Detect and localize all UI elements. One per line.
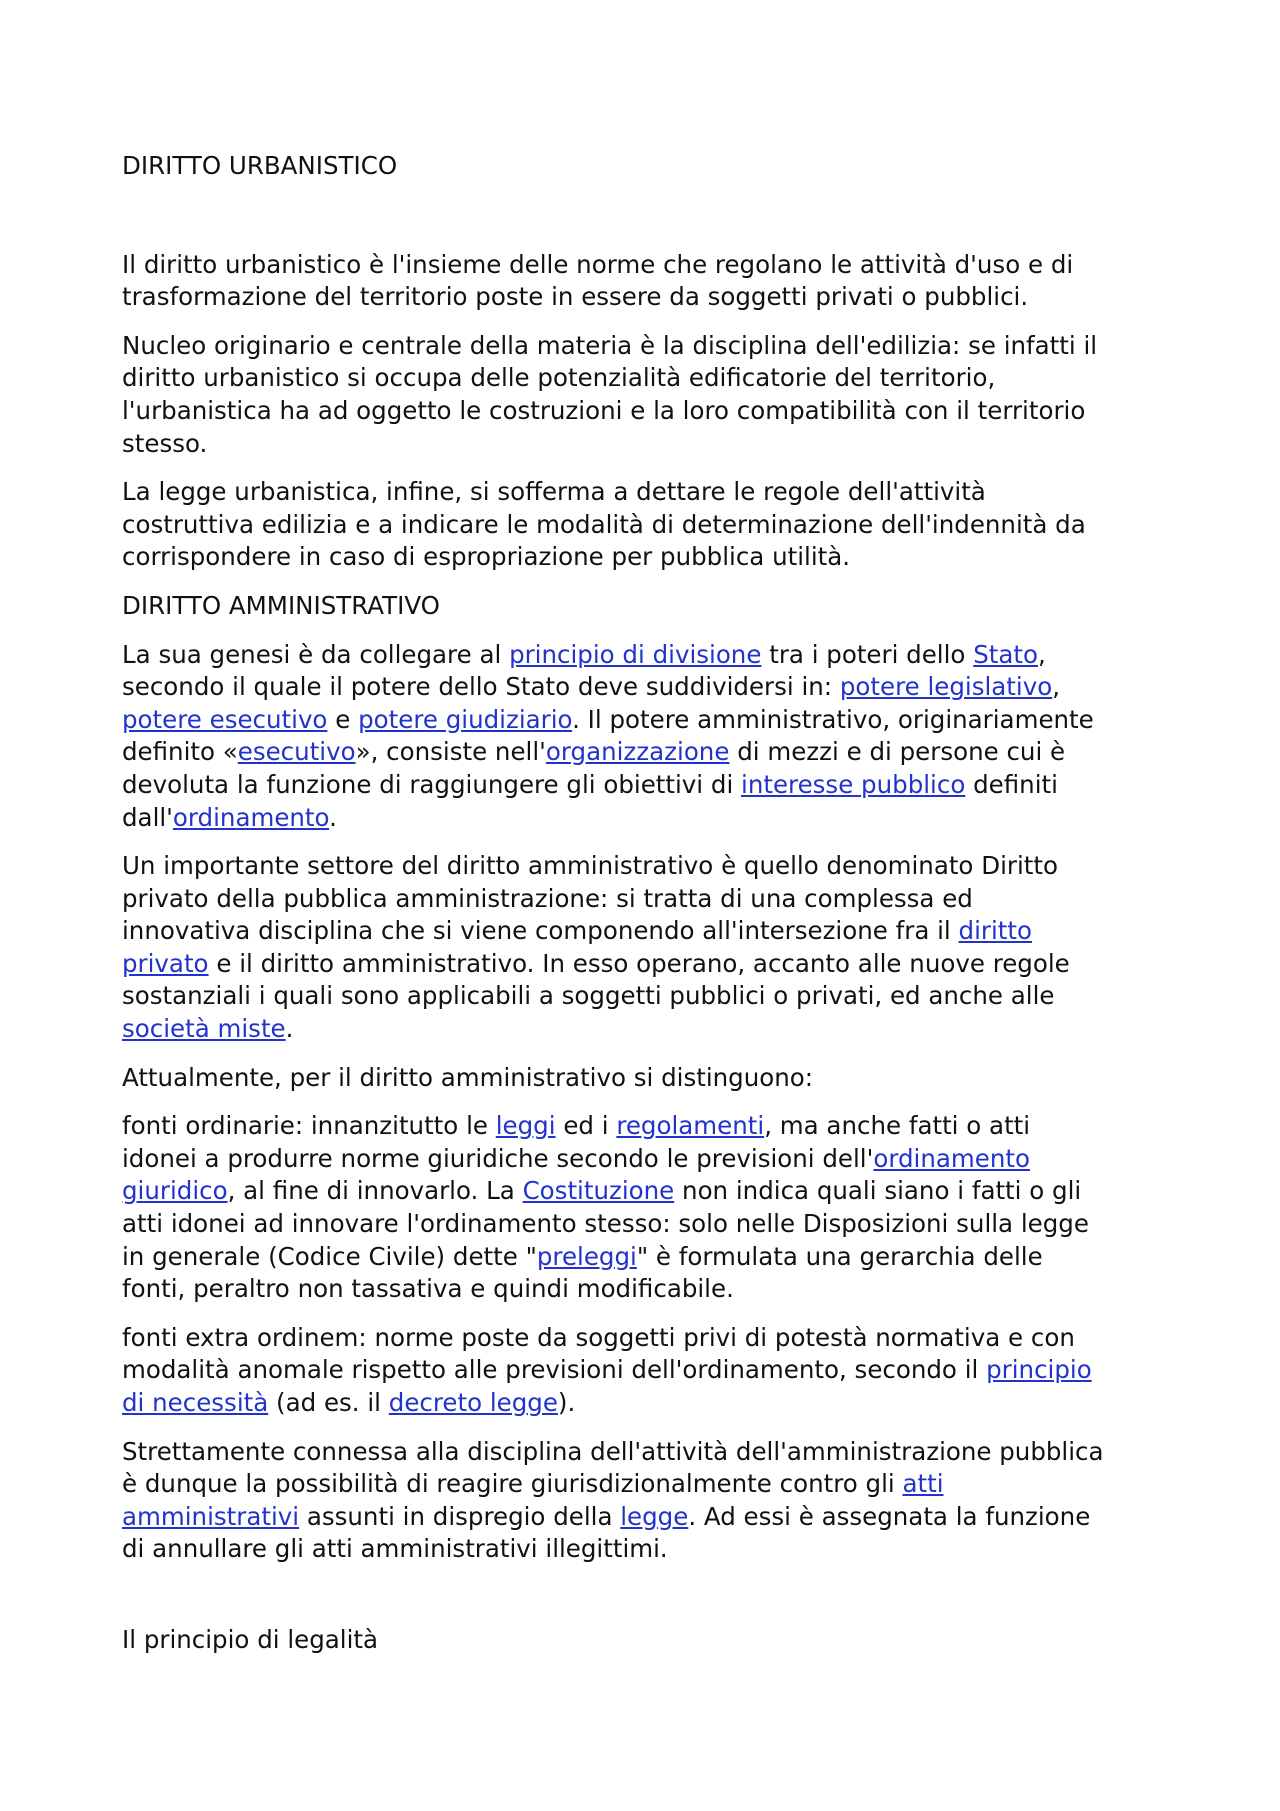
section-heading-urbanistico: DIRITTO URBANISTICO <box>122 151 398 180</box>
paragraph <box>122 476 1172 574</box>
paragraph <box>122 1110 1172 1306</box>
text-span: (ad es. il <box>268 1388 389 1417</box>
text-span: assunti in dispregio della <box>299 1501 621 1531</box>
link-principio-di-necessita[interactable]: principio <box>986 1355 1092 1385</box>
link-organizzazione[interactable]: organizzazione <box>545 737 730 767</box>
section-heading-legalita: Il principio di legalità <box>122 1624 379 1654</box>
text-line: fonti, peraltro non tassativa e quindi modificabile. <box>122 1274 734 1304</box>
text-line: trasformazione del territorio poste in essere da soggetti privati o pubblici. <box>122 282 1029 312</box>
text-line: di annullare gli atti amministrativi illegittimi. <box>122 1534 668 1564</box>
text-line <box>122 736 1172 769</box>
text-line <box>122 802 1172 835</box>
paragraph <box>122 639 1172 835</box>
text-span: non indica quali siano i fatti o gli <box>674 1176 1082 1206</box>
link-stato[interactable]: Stato <box>973 639 1038 669</box>
link-principio-di-necessita-cont[interactable]: di necessità <box>122 1388 269 1417</box>
text-line <box>122 671 1172 704</box>
link-esecutivo[interactable]: esecutivo <box>237 737 356 767</box>
link-interesse-pubblico[interactable]: interesse pubblico <box>741 769 966 799</box>
text-span: è dunque la possibilità di reagire giurisdizionalmente contro gli <box>122 1469 903 1499</box>
paragraph <box>122 1436 1172 1566</box>
link-atti-amministrativi[interactable]: atti <box>902 1469 944 1499</box>
link-potere-giudiziario[interactable]: potere giudiziario <box>358 704 573 734</box>
text-span: ). <box>557 1388 576 1417</box>
text-span: definito « <box>122 737 238 767</box>
link-diritto-privato[interactable]: diritto <box>958 916 1032 946</box>
text-span: , <box>1037 639 1046 669</box>
text-span: , <box>1052 672 1060 702</box>
text-span: . <box>285 1014 294 1044</box>
text-line: costruttiva edilizia e a indicare le modalità di determinazione dell'indennità da <box>122 509 1086 539</box>
text-line <box>122 1387 1172 1420</box>
paragraph <box>122 1322 1172 1420</box>
text-span: . <box>329 802 337 832</box>
text-span: , ma anche fatti o atti <box>764 1111 1031 1141</box>
link-regolamenti[interactable]: regolamenti <box>616 1111 765 1141</box>
text-line: Nucleo originario e centrale della materia è la disciplina dell'edilizia: se infatti il <box>122 330 1098 360</box>
text-span: dall' <box>122 802 173 832</box>
text-line: fonti extra ordinem: norme poste da soggetti privi di potestà normativa e con <box>122 1322 1075 1352</box>
text-line: l'urbanistica ha ad oggetto le costruzioni e la loro compatibilità con il territorio <box>122 395 1086 425</box>
text-line <box>122 639 1172 672</box>
text-line <box>122 1354 1172 1387</box>
paragraph <box>122 850 1172 1046</box>
text-line: Strettamente connessa alla disciplina dell'attività dell'amministrazione pubblica <box>122 1436 1104 1466</box>
text-span: . Ad essi è assegnata la funzione <box>688 1501 1091 1531</box>
text-line: diritto urbanistico si occupa delle potenzialità edificatorie del territorio, <box>122 363 996 393</box>
text-span: secondo il quale il potere dello Stato deve suddividersi in: <box>122 672 840 702</box>
text-span: », consiste nell' <box>355 737 546 767</box>
link-ordinamento[interactable]: ordinamento <box>172 802 330 832</box>
link-legge[interactable]: legge <box>620 1501 689 1531</box>
text-line <box>122 769 1172 802</box>
text-line <box>122 948 1172 981</box>
link-potere-legislativo[interactable]: potere legislativo <box>839 672 1053 702</box>
text-line: atti idonei ad innovare l'ordinamento stesso: solo nelle Disposizioni sulla legge <box>122 1209 1089 1239</box>
text-line: sostanziali i quali sono applicabili a soggetti pubblici o privati, ed anche alle <box>122 981 1055 1011</box>
text-line <box>122 1110 1172 1143</box>
document-body <box>122 150 1172 1657</box>
link-societa-miste[interactable]: società miste <box>122 1014 286 1044</box>
text-line <box>122 1013 1172 1046</box>
paragraph <box>122 249 1172 314</box>
paragraph <box>122 1062 1172 1095</box>
link-atti-amministrativi-cont[interactable]: amministrativi <box>122 1501 300 1531</box>
link-preleggi[interactable]: preleggi <box>536 1241 637 1271</box>
text-line: stesso. <box>122 428 208 458</box>
link-ordinamento-giuridico-cont[interactable]: giuridico <box>122 1176 228 1206</box>
paragraph <box>122 330 1172 460</box>
text-line <box>122 1501 1172 1534</box>
text-span: , al fine di innovarlo. La <box>227 1176 523 1206</box>
text-line <box>122 1468 1172 1501</box>
text-span: fonti ordinarie: innanzitutto le <box>122 1111 496 1141</box>
link-decreto-legge[interactable]: decreto legge <box>388 1388 558 1417</box>
text-span: innovativa disciplina che si viene componendo all'intersezione fra il <box>122 916 959 946</box>
text-span: La sua genesi è da collegare al <box>122 639 510 669</box>
text-line: La legge urbanistica, infine, si sofferma a dettare le regole dell'attività <box>122 477 986 507</box>
text-line: Il diritto urbanistico è l'insieme delle norme che regolano le attività d'uso e di <box>122 249 1074 279</box>
text-span: ed i <box>555 1111 617 1141</box>
text-span: e il diritto amministrativo. In esso operano, accanto alle nuove regole <box>208 948 1070 978</box>
text-span: tra i poteri dello <box>761 639 974 669</box>
link-potere-esecutivo[interactable]: potere esecutivo <box>122 704 328 734</box>
text-span: " è formulata una gerarchia delle <box>636 1241 1043 1271</box>
text-line: privato della pubblica amministrazione: si tratta di una complessa ed <box>122 883 973 913</box>
text-span: e <box>327 704 359 734</box>
text-line <box>122 1143 1172 1176</box>
section-heading-amministrativo: DIRITTO AMMINISTRATIVO <box>122 590 440 620</box>
text-line: corrispondere in caso di espropriazione per pubblica utilità. <box>122 542 851 572</box>
text-line <box>122 1175 1172 1208</box>
text-line <box>122 915 1172 948</box>
text-line: Un importante settore del diritto amministrativo è quello denominato Diritto <box>122 851 1058 881</box>
link-costituzione[interactable]: Costituzione <box>522 1176 675 1206</box>
text-line: Attualmente, per il diritto amministrativo si distinguono: <box>122 1062 814 1092</box>
text-span: devoluta la funzione di raggiungere gli obiettivi di <box>122 769 742 799</box>
text-line <box>122 1241 1172 1274</box>
link-leggi[interactable]: leggi <box>495 1111 556 1141</box>
text-span: modalità anomale rispetto alle previsioni dell'ordinamento, secondo il <box>122 1355 987 1385</box>
text-span: definiti <box>965 769 1058 799</box>
link-ordinamento-giuridico[interactable]: ordinamento <box>873 1143 1030 1173</box>
text-span: di mezzi e di persone cui è <box>729 737 1066 767</box>
link-principio-di-divisione[interactable]: principio di divisione <box>509 639 762 669</box>
text-span: in generale (Codice Civile) dette " <box>122 1241 537 1271</box>
text-span: . Il potere amministrativo, originariamente <box>572 704 1094 734</box>
text-span: idonei a produrre norme giuridiche secondo le previsioni dell' <box>122 1143 874 1173</box>
link-diritto-privato-cont[interactable]: privato <box>122 948 209 978</box>
text-line <box>122 704 1172 737</box>
